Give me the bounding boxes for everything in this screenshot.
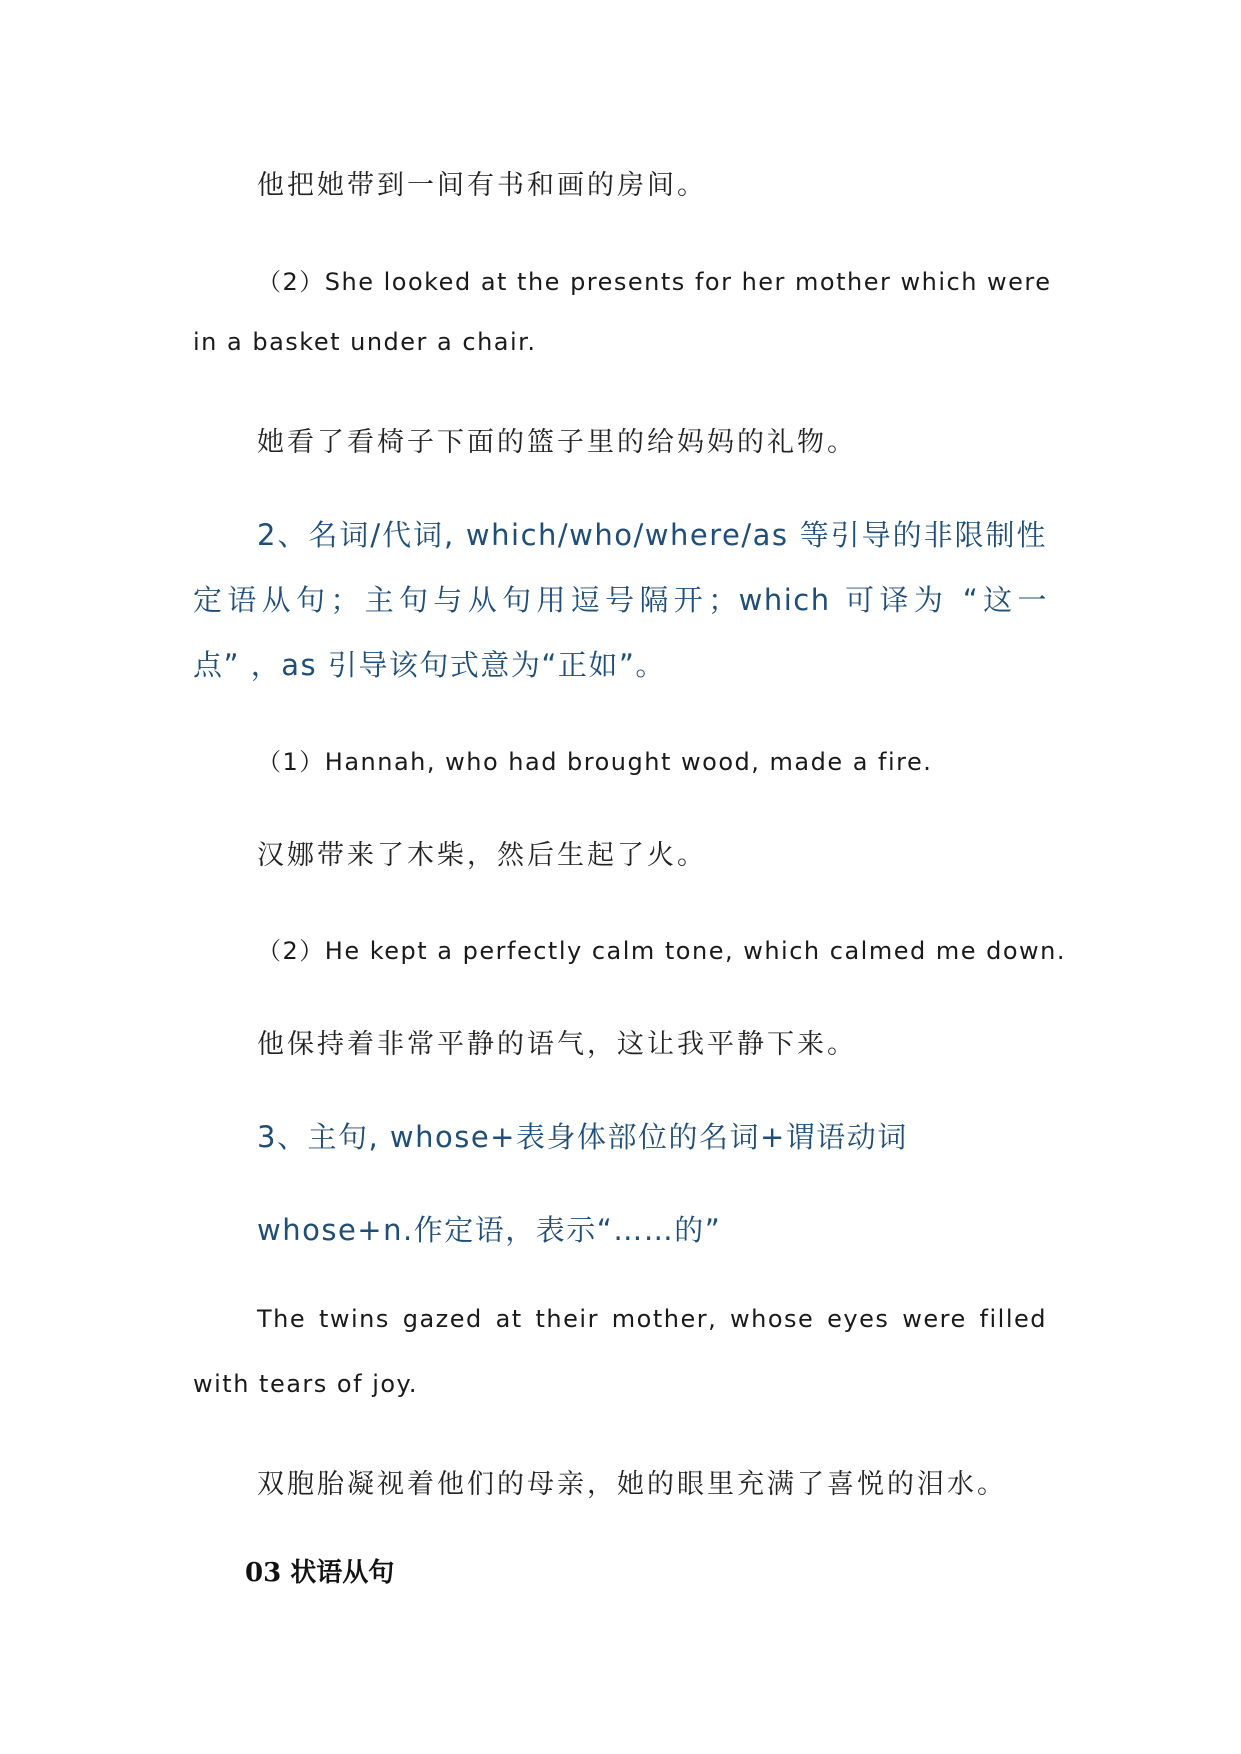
rule-heading-2-line2: 定语从句；主句与从句用逗号隔开；which 可译为 “这一 bbox=[193, 583, 1048, 617]
example-sentence: （1）Hannah, who had brought wood, made a fire. bbox=[257, 748, 933, 776]
example-sentence-line2: with tears of joy. bbox=[193, 1370, 418, 1398]
translation-line: 双胞胎凝视着他们的母亲，她的眼里充满了喜悦的泪水。 bbox=[257, 1469, 1007, 1500]
rule-heading-2-line3: 点” ，as 引导该句式意为“正如”。 bbox=[193, 648, 666, 682]
section-title: 03 状语从句 bbox=[245, 1558, 395, 1588]
rule-heading-3-line1: 3、主句, whose+表身体部位的名词+谓语动词 bbox=[257, 1120, 908, 1154]
translation-line: 汉娜带来了木柴，然后生起了火。 bbox=[257, 840, 707, 871]
example-sentence-2-line2: in a basket under a chair. bbox=[193, 328, 537, 356]
example-sentence-line1: The twins gazed at their mother, whose eyes were filled bbox=[257, 1305, 1047, 1333]
translation-line: 他保持着非常平静的语气，这让我平静下来。 bbox=[257, 1029, 857, 1060]
rule-heading-2-line1: 2、名词/代词, which/who/where/as 等引导的非限制性 bbox=[257, 518, 1047, 552]
translation-line: 他把她带到一间有书和画的房间。 bbox=[257, 170, 707, 201]
example-sentence: （2）He kept a perfectly calm tone, which calmed me down. bbox=[257, 937, 1067, 965]
rule-heading-3-line2: whose+n.作定语，表示“……的” bbox=[257, 1213, 722, 1247]
translation-line: 她看了看椅子下面的篮子里的给妈妈的礼物。 bbox=[257, 427, 857, 458]
example-sentence-2-line1: （2）She looked at the presents for her mother which were bbox=[257, 268, 1052, 296]
